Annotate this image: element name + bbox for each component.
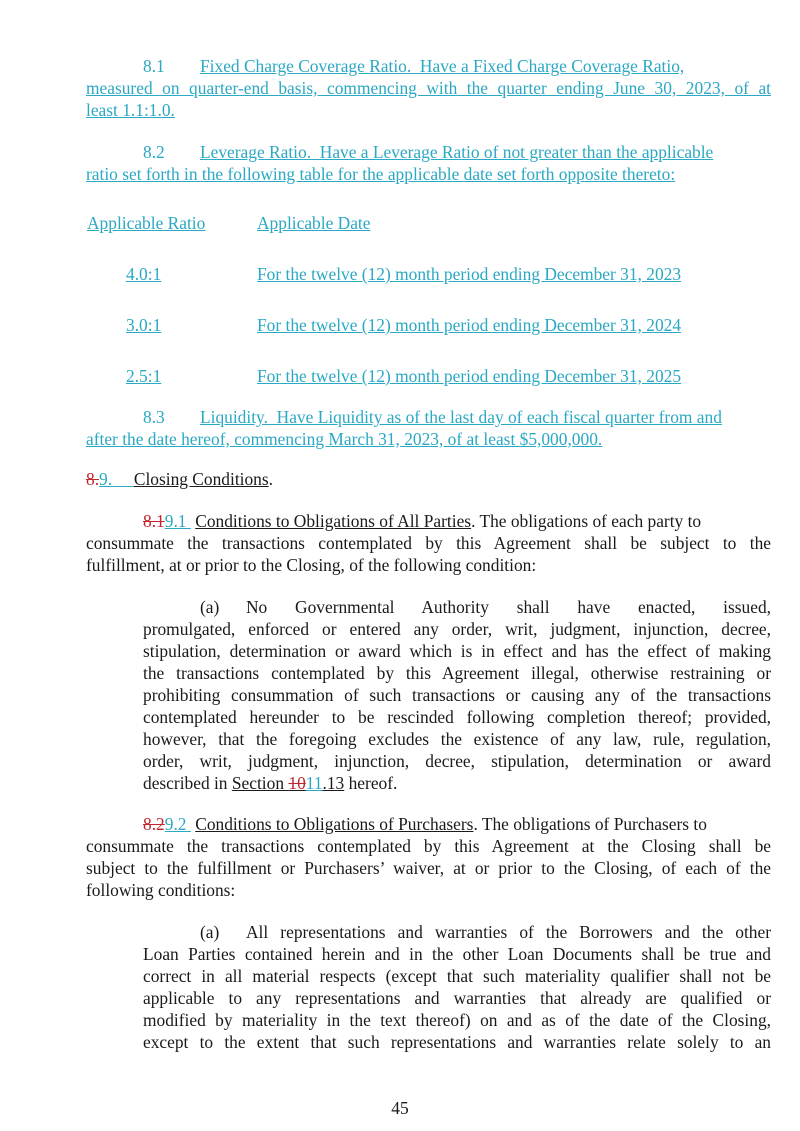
s91-line-1 [143,510,771,532]
closing-title-suffix: . [268,469,274,489]
s91a-label: (a) [200,597,220,617]
table-row-ratio: 3.0:1 [126,315,162,335]
leverage-title: Leverage Ratio. [200,142,312,162]
s91a-line: however, that the foregoing excludes the existence of any law, rule, regulation, [143,729,771,749]
s92a-line-1 [200,921,771,943]
s92-text-1: . The obligations of Purchasers to [473,814,707,834]
table-header-date: Applicable Date [257,213,371,233]
s91-number-inserted: 9.1 [164,511,187,531]
s91a-line: promulgated, enforced or entered any order, writ, judgment, injunction, decree, [143,619,771,639]
s91a-line: prohibiting consummation of such transactions or causing any of the transactions [143,685,771,705]
closing-number-inserted: 9. [99,469,113,489]
s92a-line: applicable to any representations and warranties that already are qualified or [143,988,771,1008]
fccr-title: Fixed Charge Coverage Ratio. [200,56,412,76]
section-ref-inserted: 11 [305,773,323,793]
liquidity-title: Liquidity. [200,407,268,427]
liquidity-line-1 [143,406,771,428]
leverage-number: 8.2 [143,142,165,162]
table-row-date: For the twelve (12) month period ending December 31, 2025 [257,366,682,386]
s92a-label: (a) [200,922,220,942]
table-row-ratio: 2.5:1 [126,366,162,386]
s91-title: Conditions to Obligations of All Parties [195,511,472,531]
liquidity-number: 8.3 [143,407,165,427]
s91a-line: stipulation, determination or award which is in effect and has the effect of making [143,641,771,661]
fccr-line-2: measured on quarter-end basis, commencing with the quarter ending June 30, 2023, of at [86,78,771,98]
s91a-line: order, writ, judgment, injunction, decree, stipulation, determination or award [143,751,771,771]
s91a-line: the transactions contemplated by this Agreement illegal, otherwise restraining or [143,663,771,683]
fccr-number: 8.1 [143,56,165,76]
s92-line-3: subject to the fulfillment or Purchasers’ waiver, at or prior to the Closing, of each of the [86,858,771,878]
table-row-date: For the twelve (12) month period ending December 31, 2023 [257,264,682,284]
s92-line-4: following conditions: [86,880,236,900]
table-header-ratio: Applicable Ratio [87,213,206,233]
table-row-ratio: 4.0:1 [126,264,162,284]
leverage-text-1: Have a Leverage Ratio of not greater than the applicable [319,142,714,162]
s91-line-2: consummate the transactions contemplated by this Agreement shall be subject to the [86,533,771,553]
page-number: 45 [391,1098,409,1118]
liquidity-line-2: after the date hereof, commencing March 31, 2023, of at least $5,000,000. [86,429,603,449]
closing-title: Closing Conditions [133,469,269,489]
fccr-line-3: least 1.1:1.0. [86,100,175,120]
s91-line-3: fulfillment, at or prior to the Closing, of the following condition: [86,555,537,575]
fccr-line-1 [143,55,771,77]
section-ref-deleted: 10 [288,773,306,793]
s92a-line: Loan Parties contained herein and in the other Loan Documents shall be true and [143,944,771,964]
s91a-last-line [143,772,397,794]
s92-number-deleted: 8.2 [143,814,165,834]
table-row-date: For the twelve (12) month period ending December 31, 2024 [257,315,682,335]
leverage-line-1 [143,141,771,163]
closing-heading [86,468,273,490]
s91a-line-1 [200,596,771,618]
s91-number-deleted: 8.1 [143,511,165,531]
s91a-last-prefix: described in [143,773,232,793]
s92a-line: correct in all material respects (except that such materiality qualifier shall not be [143,966,771,986]
s92a-line: modified by materiality in the text thereof) on and as of the date of the Closing, [143,1010,771,1030]
s92-title: Conditions to Obligations of Purchasers [195,814,474,834]
s91-text-1: . The obligations of each party to [471,511,702,531]
section-reference: Section 1011.13 [231,773,345,793]
s92-number-inserted: 9.2 [164,814,187,834]
s92a-text-1: All representations and warranties of the Borrowers and the other [246,922,771,942]
s91a-text-1: No Governmental Authority shall have enacted, issued, [246,597,771,617]
s91a-line: contemplated hereunder to be rescinded following completion thereof; provided, [143,707,771,727]
fccr-text-1: Have a Fixed Charge Coverage Ratio, [419,56,685,76]
s91a-last-suffix: hereof. [344,773,398,793]
leverage-line-2: ratio set forth in the following table for the applicable date set forth opposite thereto: [86,164,676,184]
s92-line-1 [143,813,771,835]
s92a-line: except to the extent that such representations and warranties relate solely to an [143,1032,771,1052]
s92-line-2: consummate the transactions contemplated by this Agreement at the Closing shall be [86,836,771,856]
liquidity-text-1: Have Liquidity as of the last day of each fiscal quarter from and [276,407,722,427]
closing-number-deleted: 8. [86,469,100,489]
